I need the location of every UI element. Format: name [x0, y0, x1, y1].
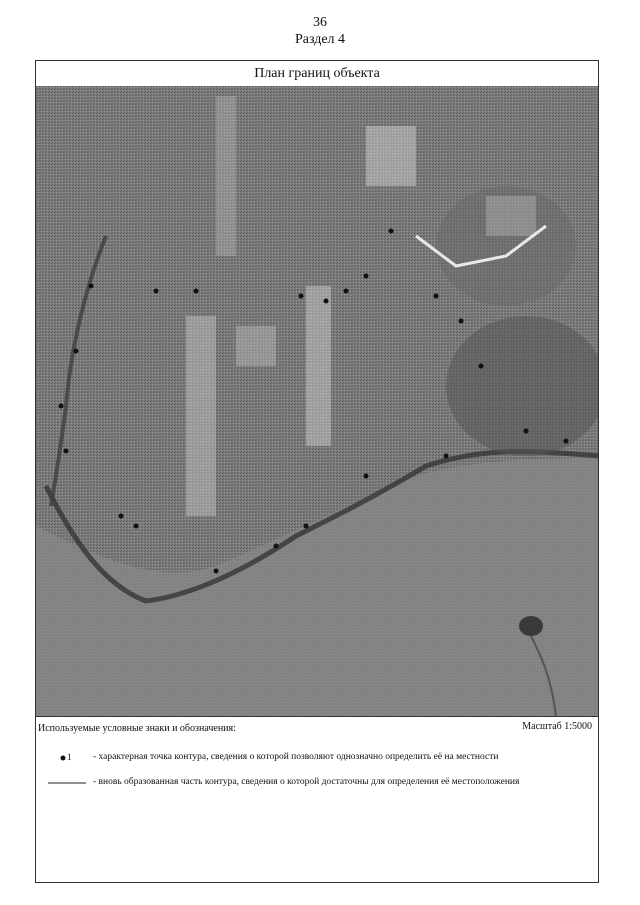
section-heading: Раздел 4	[294, 32, 346, 47]
plan-frame	[35, 60, 599, 883]
boundary-point-icon	[46, 752, 86, 763]
satellite-map	[36, 86, 598, 717]
map-scale: Масштаб 1:5000	[522, 721, 592, 732]
legend-point-text: - характерная точка контура, сведения о которой позволяют однозначно определить её на местности	[93, 752, 499, 762]
page-number: 36	[313, 15, 327, 30]
boundary-line-icon	[46, 777, 86, 788]
legend-heading: Используемые условные знаки и обозначения:	[38, 723, 236, 734]
satellite-image	[36, 86, 598, 716]
plan-title: План границ объекта	[36, 61, 598, 87]
legend-point-label: 1	[67, 752, 72, 762]
legend-line-text: - вновь образованная часть контура, сведения о которой достаточны для определения её местоположения	[93, 777, 520, 787]
